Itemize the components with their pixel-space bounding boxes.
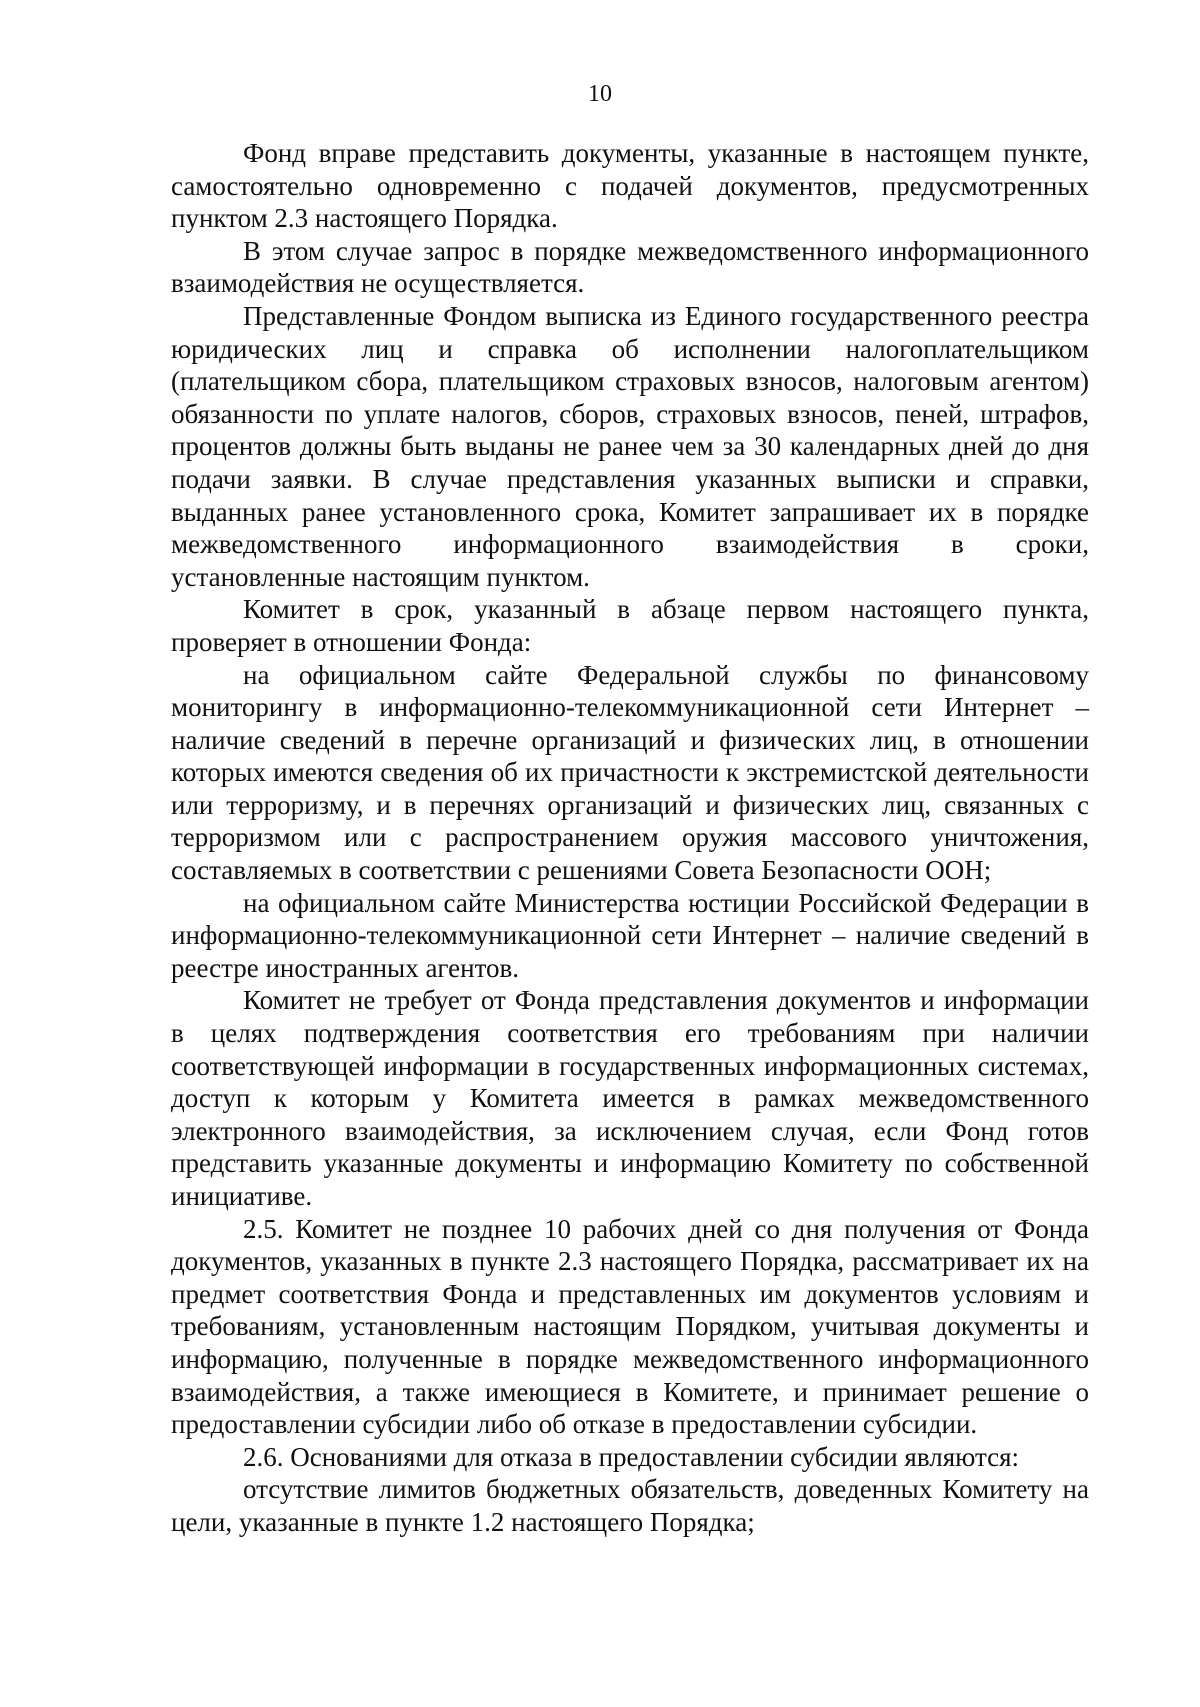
document-body [171, 137, 1089, 1539]
paragraph-refusal-ground-limits: отсутствие лимитов бюджетных обязательств, доведенных Комитету на цели, указанные в пункте 1.2 настоящего Порядка; [171, 1474, 1089, 1537]
paragraph-documents-submission: Фонд вправе представить документы, указанные в настоящем пункте, самостоятельно одновременно с подачей документов, предусмотренных пунктом 2.3 настоящего Порядка. [171, 138, 1089, 234]
page-number: 10 [588, 81, 612, 107]
paragraph-extract-requirements: Представленные Фондом выписка из Единого государственного реестра юридических лиц и справка об исполнении налогоплательщиком (плательщиком сбора, плательщиком страховых взносов, налоговым агентом) обязанности по уплате налогов, сборов, страховых взносов, пеней, штрафов, процентов должны быть выданы не ранее чем за 30 календарных дней до дня подачи заявки. В случае представления указанных выписки и справки, выданных ранее установленного срока, Комитет запрашивает их в порядке межведомственного информационного взаимодействия в сроки, установленные настоящим пунктом. [171, 300, 1089, 592]
paragraph-minjust-check: на официальном сайте Министерства юстиции Российской Федерации в информационно-телекоммуникационной сети Интернет – наличие сведений в реестре иностранных агентов. [171, 887, 1089, 983]
paragraph-rosfinmonitoring-check: на официальном сайте Федеральной службы по финансовому мониторингу в информационно-телекоммуникационной сети Интернет – наличие сведений в перечне организаций и физических лиц, в отношении которых имеются сведения об их причастности к экстремистской деятельности или терроризму, и в перечнях организаций и физических лиц, связанных с терроризмом или с распространением оружия массового уничтожения, составляемых в соответствии с решениями Совета Безопасности ООН; [171, 659, 1089, 886]
paragraph-no-request: В этом случае запрос в порядке межведомственного информационного взаимодействия не осуществляется. [171, 235, 1089, 299]
paragraph-2-5: 2.5. Комитет не позднее 10 рабочих дней со дня получения от Фонда документов, указанных в пункте 2.3 настоящего Порядка, рассматривает их на предмет соответствия Фонда и представленных им документов условиям и требованиям, установленным настоящим Порядком, учитывая документы и информацию, полученные в порядке межведомственного информационного взаимодействия, а также имеющиеся в Комитете, и принимает решение о предоставлении субсидии либо об отказе в предоставлении субсидии. [171, 1213, 1089, 1440]
paragraph-no-documents-required: Комитет не требует от Фонда представления документов и информации в целях подтверждения соответствия его требованиям при наличии соответствующей информации в государственных информационных системах, доступ к которым у Комитета имеется в рамках межведомственного электронного взаимодействия, за исключением случая, если Фонд готов представить указанные документы и информацию Комитету по собственной инициативе. [171, 985, 1089, 1211]
paragraph-committee-checks: Комитет в срок, указанный в абзаце первом настоящего пункта, проверяет в отношении Фонда: [171, 594, 1089, 657]
paragraph-2-6: 2.6. Основаниями для отказа в предоставлении субсидии являются: [243, 1441, 1019, 1472]
